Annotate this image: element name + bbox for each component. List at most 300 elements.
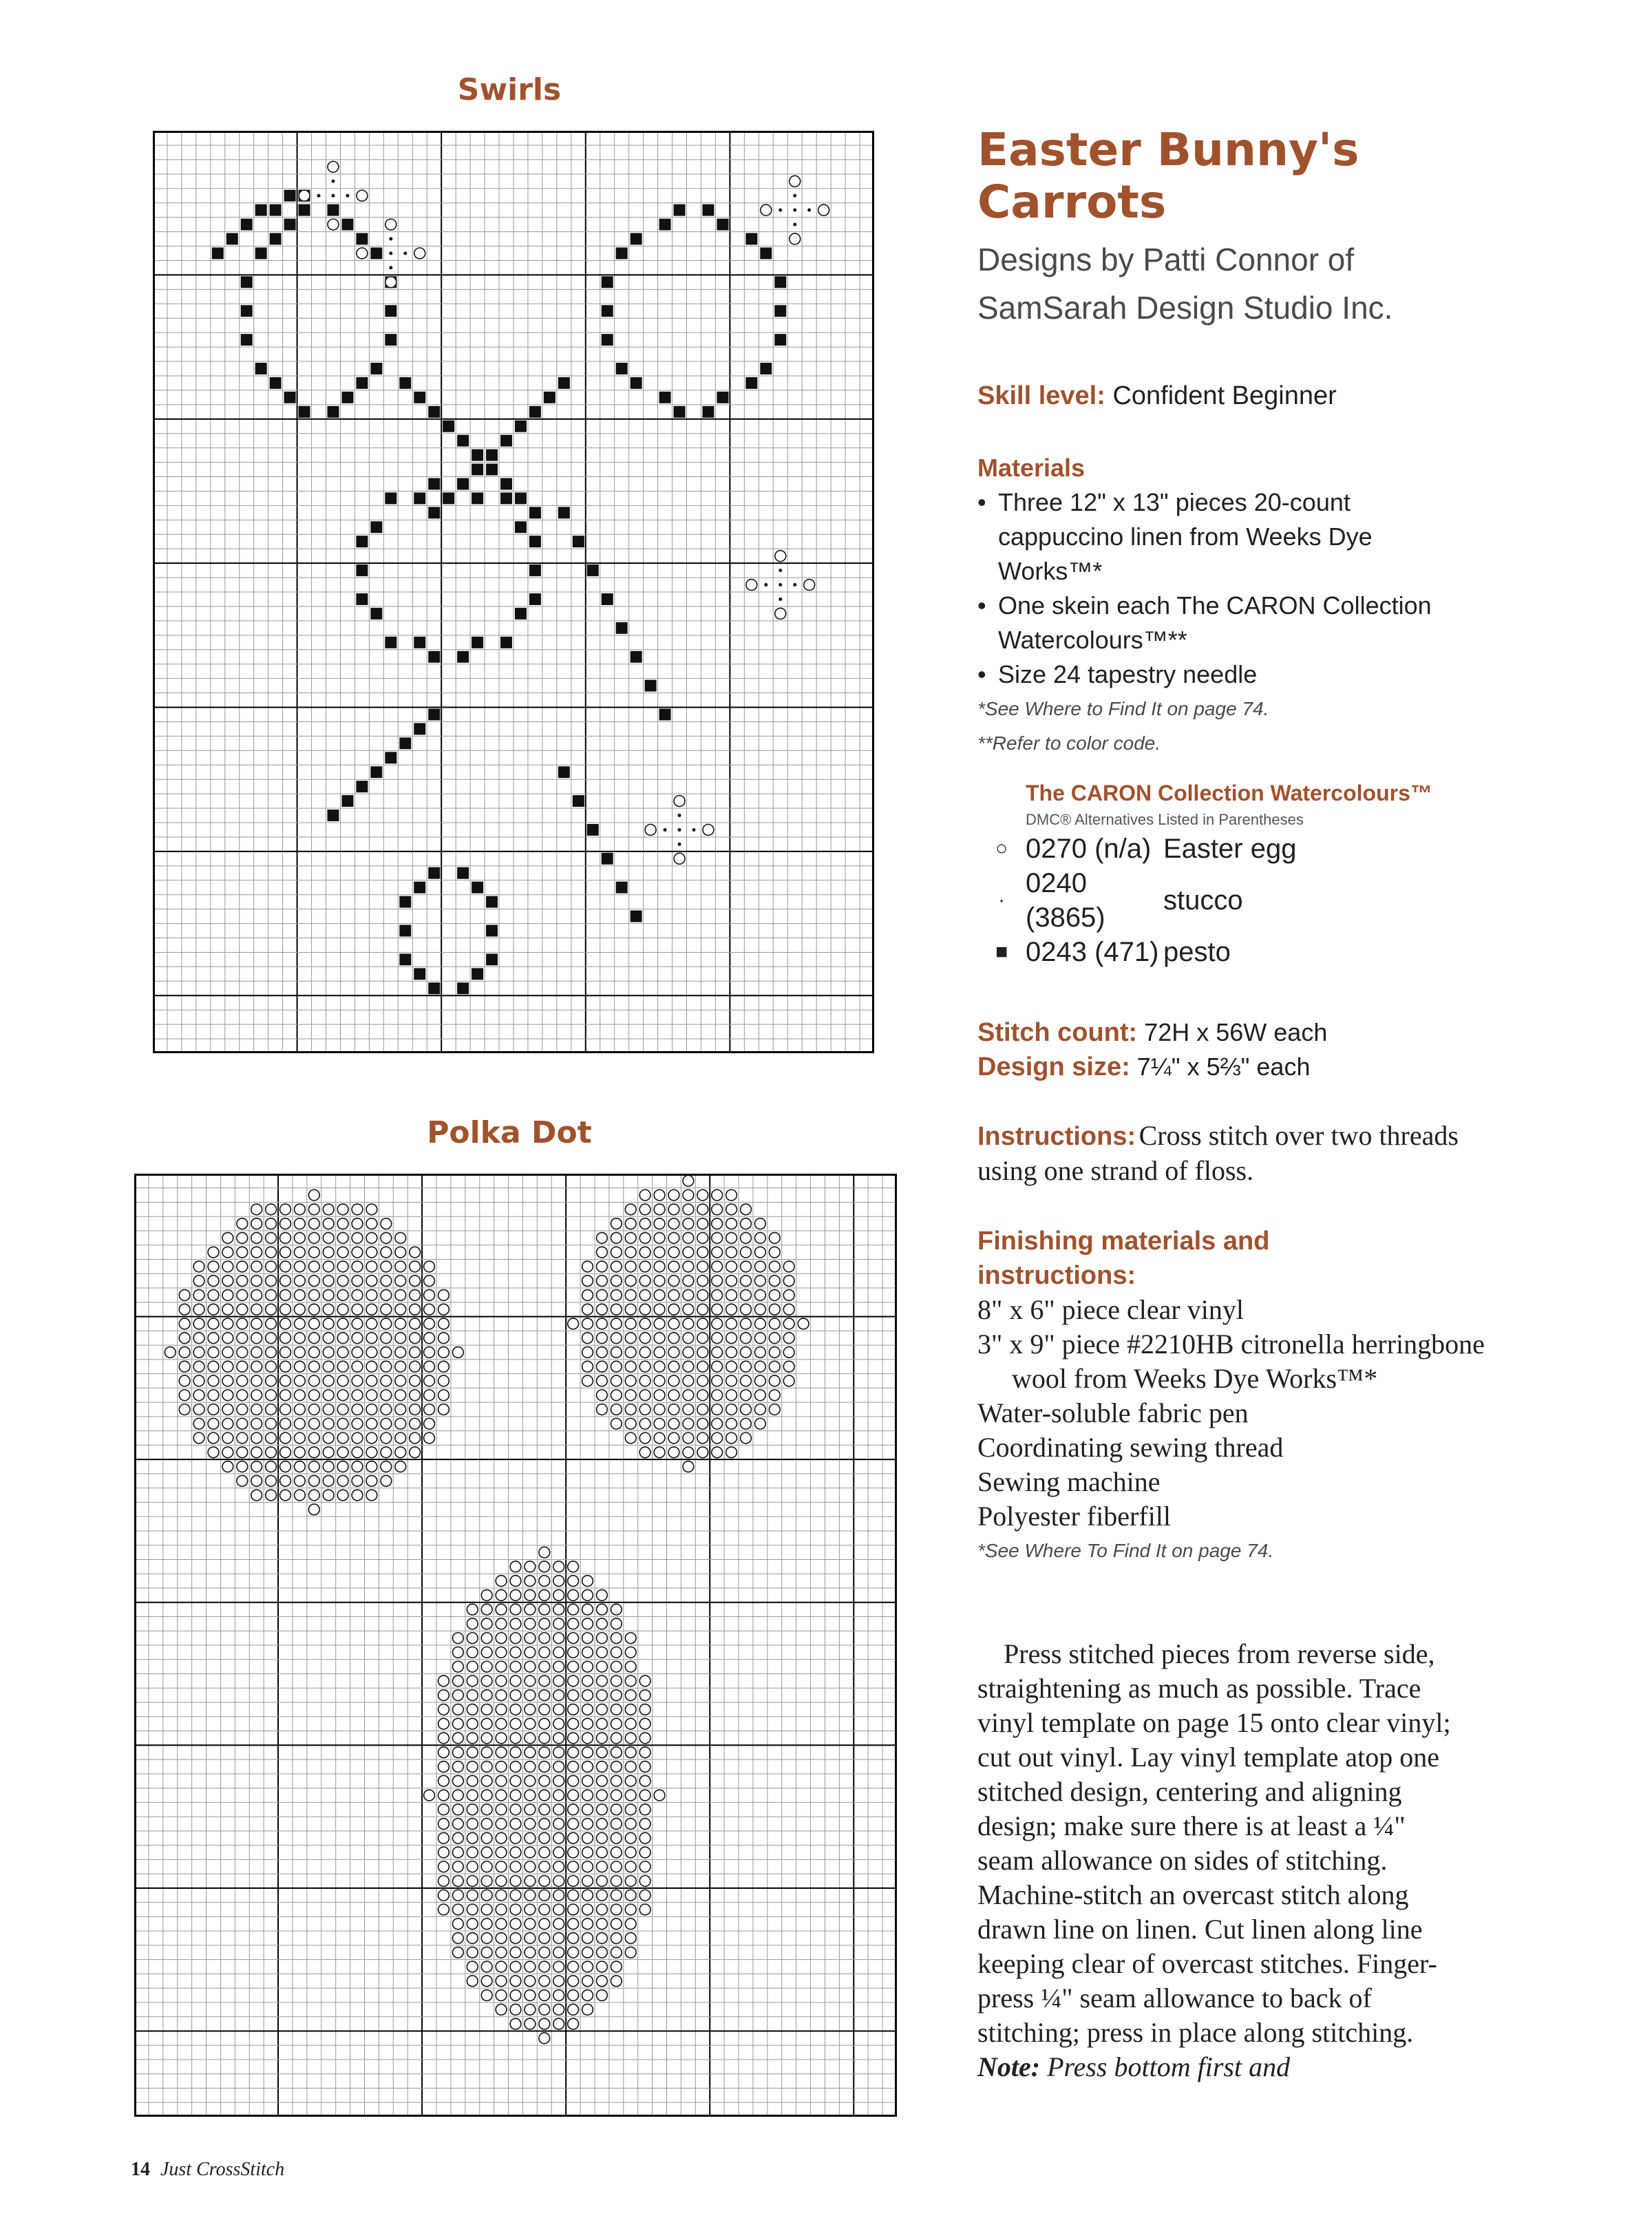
easter-egg-stitch bbox=[467, 1675, 478, 1687]
easter-egg-stitch bbox=[683, 1418, 694, 1429]
easter-egg-stitch bbox=[597, 1990, 608, 2001]
easter-egg-stitch bbox=[568, 1633, 579, 1644]
easter-egg-stitch bbox=[611, 1661, 622, 1672]
easter-egg-stitch bbox=[438, 1876, 449, 1887]
easter-egg-stitch bbox=[697, 1347, 708, 1358]
easter-egg-stitch bbox=[697, 1361, 708, 1372]
easter-egg-stitch bbox=[222, 1418, 233, 1429]
easter-egg-stitch bbox=[741, 1418, 752, 1429]
easter-egg-stitch bbox=[452, 1790, 463, 1801]
easter-egg-stitch bbox=[683, 1176, 694, 1187]
easter-egg-stitch bbox=[410, 1375, 421, 1386]
easter-egg-stitch bbox=[525, 1675, 536, 1687]
easter-egg-stitch bbox=[553, 1832, 564, 1843]
easter-egg-stitch bbox=[496, 1589, 507, 1600]
pesto-stitch bbox=[500, 435, 512, 447]
easter-egg-stitch bbox=[668, 1361, 679, 1372]
easter-egg-stitch bbox=[683, 1261, 694, 1272]
easter-egg-stitch bbox=[193, 1276, 204, 1287]
stucco-stitch bbox=[389, 237, 392, 241]
easter-egg-stitch bbox=[496, 1733, 507, 1744]
easter-egg-stitch bbox=[539, 2018, 550, 2029]
easter-egg-stitch bbox=[712, 1276, 723, 1287]
easter-egg-stitch bbox=[597, 1876, 608, 1887]
easter-egg-stitch bbox=[625, 1290, 636, 1301]
materials-list bbox=[977, 485, 1501, 692]
easter-egg-stitch bbox=[481, 1718, 492, 1729]
easter-egg-stitch bbox=[352, 1390, 363, 1401]
easter-egg-stitch bbox=[308, 1347, 319, 1358]
easter-egg-stitch bbox=[755, 1375, 766, 1386]
pesto-stitch bbox=[515, 608, 527, 620]
easter-egg-stitch bbox=[525, 1633, 536, 1644]
easter-egg-stitch bbox=[783, 1333, 794, 1344]
easter-egg-stitch bbox=[496, 1861, 507, 1872]
pesto-stitch bbox=[472, 637, 483, 648]
pesto-stitch bbox=[529, 406, 541, 418]
easter-egg-stitch bbox=[611, 1876, 622, 1887]
easter-egg-stitch bbox=[266, 1333, 277, 1344]
easter-egg-stitch bbox=[308, 1218, 319, 1229]
easter-egg-stitch bbox=[337, 1290, 348, 1301]
easter-egg-stitch bbox=[337, 1276, 348, 1287]
easter-egg-stitch bbox=[352, 1304, 363, 1315]
easter-egg-stitch bbox=[539, 1633, 550, 1644]
easter-egg-stitch bbox=[611, 1361, 622, 1372]
easter-egg-stitch bbox=[193, 1304, 204, 1315]
easter-egg-stitch bbox=[366, 1333, 377, 1344]
easter-egg-stitch bbox=[790, 233, 801, 244]
easter-egg-stitch bbox=[510, 1804, 521, 1815]
easter-egg-stitch bbox=[438, 1790, 449, 1801]
easter-egg-stitch bbox=[741, 1433, 752, 1444]
easter-egg-stitch bbox=[625, 1890, 636, 1901]
easter-egg-stitch bbox=[208, 1318, 219, 1329]
easter-egg-stitch bbox=[452, 1718, 463, 1729]
easter-egg-stitch bbox=[222, 1276, 233, 1287]
easter-egg-stitch bbox=[611, 1847, 622, 1858]
easter-egg-stitch bbox=[783, 1375, 794, 1386]
easter-egg-stitch bbox=[414, 248, 425, 259]
stucco-stitch bbox=[346, 194, 349, 198]
easter-egg-stitch bbox=[625, 1718, 636, 1729]
easter-egg-stitch bbox=[438, 1347, 449, 1358]
easter-egg-stitch bbox=[510, 1661, 521, 1672]
easter-egg-stitch bbox=[237, 1475, 248, 1486]
easter-egg-stitch bbox=[697, 1318, 708, 1329]
easter-egg-stitch bbox=[266, 1461, 277, 1472]
easter-egg-stitch bbox=[553, 1633, 564, 1644]
materials-note-2: **Refer to color code. bbox=[977, 732, 1161, 754]
easter-egg-stitch bbox=[395, 1333, 406, 1344]
easter-egg-stitch bbox=[625, 1904, 636, 1915]
easter-egg-stitch bbox=[568, 1318, 579, 1329]
easter-egg-stitch bbox=[481, 1947, 492, 1958]
pesto-stitch bbox=[328, 810, 339, 821]
easter-egg-stitch bbox=[726, 1190, 737, 1201]
easter-egg-stitch bbox=[625, 1633, 636, 1644]
easter-egg-stitch bbox=[381, 1276, 392, 1287]
easter-egg-stitch bbox=[712, 1247, 723, 1258]
easter-egg-stitch bbox=[683, 1276, 694, 1287]
easter-egg-stitch bbox=[568, 1762, 579, 1773]
easter-egg-stitch bbox=[582, 1762, 593, 1773]
easter-egg-stitch bbox=[308, 1475, 319, 1486]
easter-egg-stitch bbox=[741, 1404, 752, 1415]
easter-egg-stitch bbox=[712, 1190, 723, 1201]
easter-egg-stitch bbox=[395, 1247, 406, 1258]
easter-egg-stitch bbox=[611, 1775, 622, 1786]
pesto-stitch bbox=[659, 392, 671, 403]
easter-egg-stitch bbox=[639, 1890, 650, 1901]
pesto-stitch bbox=[212, 248, 224, 260]
easter-egg-stitch bbox=[597, 1290, 608, 1301]
easter-egg-stitch bbox=[726, 1390, 737, 1401]
stucco-stitch bbox=[332, 194, 335, 198]
color-key-row bbox=[977, 935, 1501, 969]
easter-egg-stitch bbox=[597, 1718, 608, 1729]
easter-egg-stitch bbox=[769, 1233, 780, 1244]
pesto-stitch bbox=[602, 276, 613, 288]
easter-egg-stitch bbox=[582, 1819, 593, 1830]
easter-egg-stitch bbox=[568, 1589, 579, 1600]
easter-egg-stitch bbox=[337, 1247, 348, 1258]
easter-egg-stitch bbox=[410, 1433, 421, 1444]
easter-egg-stitch bbox=[251, 1333, 262, 1344]
pesto-stitch bbox=[631, 911, 642, 922]
easter-egg-stitch bbox=[539, 1675, 550, 1687]
easter-egg-stitch bbox=[295, 1418, 306, 1429]
easter-egg-stitch bbox=[424, 1261, 435, 1272]
easter-egg-stitch bbox=[381, 1318, 392, 1329]
easter-egg-stitch bbox=[510, 1918, 521, 1930]
easter-egg-stitch bbox=[553, 1890, 564, 1901]
easter-egg-stitch bbox=[496, 2004, 507, 2015]
easter-egg-stitch bbox=[697, 1304, 708, 1315]
pesto-stitch bbox=[631, 651, 642, 663]
pesto-stitch bbox=[370, 521, 382, 533]
easter-egg-stitch bbox=[625, 1847, 636, 1858]
easter-egg-stitch bbox=[539, 1747, 550, 1758]
easter-egg-stitch bbox=[597, 1790, 608, 1801]
easter-egg-stitch bbox=[266, 1475, 277, 1486]
easter-egg-stitch bbox=[352, 1261, 363, 1272]
easter-egg-stitch bbox=[639, 1318, 650, 1329]
easter-egg-stitch bbox=[452, 1819, 463, 1830]
easter-egg-stitch bbox=[280, 1447, 291, 1458]
easter-egg-stitch bbox=[438, 1361, 449, 1372]
easter-egg-stitch bbox=[775, 608, 786, 619]
easter-egg-stitch bbox=[357, 190, 368, 201]
easter-egg-stitch bbox=[366, 1418, 377, 1429]
easter-egg-stitch bbox=[352, 1247, 363, 1258]
easter-egg-stitch bbox=[712, 1361, 723, 1372]
easter-egg-stitch bbox=[452, 1690, 463, 1701]
easter-egg-stitch bbox=[639, 1690, 650, 1701]
easter-egg-stitch bbox=[208, 1290, 219, 1301]
easter-egg-stitch bbox=[424, 1418, 435, 1429]
easter-egg-stitch bbox=[308, 1404, 319, 1415]
easter-egg-stitch bbox=[611, 1804, 622, 1815]
pesto-stitch bbox=[255, 204, 267, 216]
easter-egg-stitch bbox=[639, 1861, 650, 1872]
easter-egg-stitch bbox=[597, 1747, 608, 1758]
easter-egg-stitch bbox=[539, 1918, 550, 1930]
easter-egg-stitch bbox=[438, 1304, 449, 1315]
pesto-stitch bbox=[616, 363, 628, 374]
easter-egg-stitch bbox=[352, 1361, 363, 1372]
easter-egg-stitch bbox=[783, 1347, 794, 1358]
easter-egg-stitch bbox=[481, 1847, 492, 1858]
easter-egg-stitch bbox=[410, 1347, 421, 1358]
easter-egg-stitch bbox=[639, 1347, 650, 1358]
easter-egg-stitch bbox=[352, 1276, 363, 1287]
easter-egg-stitch bbox=[280, 1433, 291, 1444]
easter-egg-stitch bbox=[222, 1347, 233, 1358]
easter-egg-stitch bbox=[597, 1675, 608, 1687]
easter-egg-stitch bbox=[385, 277, 396, 288]
easter-egg-stitch bbox=[611, 1647, 622, 1658]
easter-egg-stitch bbox=[712, 1375, 723, 1386]
easter-egg-stitch bbox=[582, 1775, 593, 1786]
easter-egg-stitch bbox=[496, 1618, 507, 1629]
easter-egg-stitch bbox=[280, 1375, 291, 1386]
easter-egg-stitch bbox=[668, 1390, 679, 1401]
easter-egg-stitch bbox=[553, 1904, 564, 1915]
easter-egg-stitch bbox=[251, 1404, 262, 1415]
easter-egg-stitch bbox=[539, 1647, 550, 1658]
pesto-stitch bbox=[341, 392, 353, 403]
easter-egg-stitch bbox=[582, 2004, 593, 2015]
easter-egg-stitch bbox=[597, 1904, 608, 1915]
easter-egg-stitch bbox=[395, 1418, 406, 1429]
easter-egg-stitch bbox=[683, 1247, 694, 1258]
easter-egg-stitch bbox=[452, 1733, 463, 1744]
easter-egg-stitch bbox=[568, 1933, 579, 1944]
easter-egg-stitch bbox=[510, 1961, 521, 1972]
easter-egg-stitch bbox=[381, 1404, 392, 1415]
easter-egg-stitch bbox=[539, 1733, 550, 1744]
easter-egg-stitch bbox=[668, 1247, 679, 1258]
easter-egg-stitch bbox=[726, 1361, 737, 1372]
easter-egg-stitch bbox=[568, 1775, 579, 1786]
easter-egg-stitch bbox=[539, 1890, 550, 1901]
easter-egg-stitch bbox=[539, 1718, 550, 1729]
easter-egg-stitch bbox=[337, 1333, 348, 1344]
easter-egg-stitch bbox=[668, 1290, 679, 1301]
easter-egg-stitch bbox=[179, 1318, 190, 1329]
easter-egg-stitch bbox=[510, 1904, 521, 1915]
easter-egg-stitch bbox=[611, 1618, 622, 1629]
easter-egg-stitch bbox=[625, 1361, 636, 1372]
easter-egg-stitch bbox=[222, 1233, 233, 1244]
easter-egg-stitch bbox=[496, 1976, 507, 1987]
easter-egg-stitch bbox=[553, 1876, 564, 1887]
easter-egg-stitch bbox=[481, 1918, 492, 1930]
easter-egg-stitch bbox=[683, 1190, 694, 1201]
easter-egg-stitch bbox=[481, 1976, 492, 1987]
pesto-stitch bbox=[356, 593, 368, 605]
easter-egg-stitch bbox=[755, 1347, 766, 1358]
easter-egg-stitch bbox=[755, 1218, 766, 1229]
pesto-stitch bbox=[356, 564, 368, 576]
easter-egg-stitch bbox=[366, 1204, 377, 1215]
easter-egg-stitch bbox=[208, 1418, 219, 1429]
easter-egg-stitch bbox=[337, 1390, 348, 1401]
finishing-section bbox=[977, 1224, 1501, 1568]
easter-egg-stitch bbox=[654, 1361, 665, 1372]
easter-egg-stitch bbox=[266, 1247, 277, 1258]
easter-egg-stitch bbox=[611, 1747, 622, 1758]
easter-egg-stitch bbox=[553, 1933, 564, 1944]
easter-egg-stitch bbox=[467, 1633, 478, 1644]
easter-egg-stitch bbox=[295, 1261, 306, 1272]
easter-egg-stitch bbox=[568, 1618, 579, 1629]
easter-egg-stitch bbox=[366, 1218, 377, 1229]
easter-egg-stitch bbox=[395, 1347, 406, 1358]
stucco-stitch bbox=[332, 209, 335, 212]
easter-egg-stitch bbox=[582, 1633, 593, 1644]
pesto-stitch bbox=[529, 507, 541, 518]
easter-egg-stitch bbox=[208, 1433, 219, 1444]
easter-egg-stitch bbox=[712, 1233, 723, 1244]
easter-egg-stitch bbox=[639, 1704, 650, 1715]
easter-egg-stitch bbox=[625, 1233, 636, 1244]
easter-egg-stitch bbox=[222, 1461, 233, 1472]
pesto-stitch bbox=[659, 709, 671, 721]
easter-egg-stitch bbox=[553, 1561, 564, 1572]
easter-egg-stitch bbox=[611, 1333, 622, 1344]
easter-egg-stitch bbox=[193, 1261, 204, 1272]
easter-egg-stitch bbox=[597, 1819, 608, 1830]
easter-egg-stitch bbox=[452, 1804, 463, 1815]
easter-egg-stitch bbox=[582, 1361, 593, 1372]
materials-note-1: *See Where to Find It on page 74. bbox=[977, 698, 1269, 719]
easter-egg-stitch bbox=[323, 1318, 334, 1329]
easter-egg-stitch bbox=[266, 1390, 277, 1401]
pesto-stitch bbox=[414, 392, 425, 403]
easter-egg-stitch bbox=[597, 1861, 608, 1872]
easter-egg-stitch bbox=[582, 1333, 593, 1344]
easter-egg-stitch bbox=[381, 1461, 392, 1472]
easter-egg-stitch bbox=[481, 1618, 492, 1629]
easter-egg-stitch bbox=[539, 1589, 550, 1600]
easter-egg-stitch bbox=[582, 1861, 593, 1872]
easter-egg-stitch bbox=[539, 1976, 550, 1987]
instructions bbox=[977, 1119, 1459, 1188]
easter-egg-stitch bbox=[438, 1404, 449, 1415]
easter-egg-stitch bbox=[438, 1733, 449, 1744]
pesto-stitch bbox=[457, 867, 469, 879]
easter-egg-stitch bbox=[510, 1633, 521, 1644]
easter-egg-stitch bbox=[639, 1290, 650, 1301]
easter-egg-stitch bbox=[611, 1218, 622, 1229]
pesto-stitch bbox=[631, 233, 642, 245]
easter-egg-stitch bbox=[222, 1404, 233, 1415]
pesto-stitch bbox=[602, 853, 613, 865]
pesto-stitch bbox=[428, 406, 440, 418]
easter-egg-stitch bbox=[366, 1475, 377, 1486]
easter-egg-stitch bbox=[639, 1733, 650, 1744]
easter-egg-stitch bbox=[352, 1333, 363, 1344]
body-note-text: Press bottom first and bbox=[1047, 2051, 1291, 2082]
easter-egg-stitch bbox=[639, 1418, 650, 1429]
easter-egg-stitch bbox=[568, 1990, 579, 2001]
easter-egg-stitch bbox=[467, 1804, 478, 1815]
easter-egg-stitch bbox=[525, 1604, 536, 1615]
pesto-stitch bbox=[486, 953, 498, 965]
easter-egg-stitch bbox=[337, 1347, 348, 1358]
easter-egg-stitch bbox=[337, 1404, 348, 1415]
pesto-stitch bbox=[558, 507, 570, 518]
easter-egg-stitch bbox=[467, 1819, 478, 1830]
easter-egg-stitch bbox=[683, 1361, 694, 1372]
pesto-stitch bbox=[241, 334, 253, 346]
easter-egg-stitch bbox=[179, 1361, 190, 1372]
easter-egg-stitch bbox=[525, 1733, 536, 1744]
easter-egg-stitch bbox=[525, 1990, 536, 2001]
easter-egg-stitch bbox=[496, 1604, 507, 1615]
easter-egg-stitch bbox=[553, 1976, 564, 1987]
easter-egg-stitch bbox=[193, 1347, 204, 1358]
easter-egg-stitch bbox=[611, 1404, 622, 1415]
easter-egg-stitch bbox=[625, 1418, 636, 1429]
easter-egg-stitch bbox=[295, 1461, 306, 1472]
easter-egg-stitch bbox=[741, 1261, 752, 1272]
easter-egg-stitch bbox=[611, 1947, 622, 1958]
easter-egg-stitch bbox=[525, 2018, 536, 2029]
easter-egg-stitch bbox=[366, 1375, 377, 1386]
easter-egg-stitch bbox=[424, 1333, 435, 1344]
easter-egg-stitch bbox=[496, 1961, 507, 1972]
easter-egg-stitch bbox=[424, 1304, 435, 1315]
easter-egg-stitch bbox=[366, 1233, 377, 1244]
stucco-stitch bbox=[793, 583, 796, 586]
easter-egg-stitch bbox=[568, 1804, 579, 1815]
pesto-stitch bbox=[356, 233, 368, 245]
easter-egg-stitch bbox=[510, 1733, 521, 1744]
easter-egg-stitch bbox=[668, 1204, 679, 1215]
easter-egg-stitch bbox=[410, 1304, 421, 1315]
easter-egg-stitch bbox=[625, 1347, 636, 1358]
easter-egg-stitch bbox=[352, 1347, 363, 1358]
easter-egg-stitch bbox=[597, 1704, 608, 1715]
easter-egg-stitch bbox=[597, 1333, 608, 1344]
easter-egg-stitch bbox=[639, 1804, 650, 1815]
easter-egg-stitch bbox=[697, 1261, 708, 1272]
easter-egg-stitch bbox=[611, 1918, 622, 1930]
easter-egg-stitch bbox=[193, 1404, 204, 1415]
easter-egg-stitch bbox=[496, 1576, 507, 1587]
easter-egg-stitch bbox=[611, 1318, 622, 1329]
easter-egg-stitch bbox=[452, 1847, 463, 1858]
easter-egg-stitch bbox=[539, 1933, 550, 1944]
easter-egg-stitch bbox=[295, 1233, 306, 1244]
easter-egg-stitch bbox=[568, 1747, 579, 1758]
easter-egg-stitch bbox=[323, 1418, 334, 1429]
easter-egg-stitch bbox=[625, 1832, 636, 1843]
easter-egg-stitch bbox=[582, 1832, 593, 1843]
easter-egg-stitch bbox=[452, 1775, 463, 1786]
easter-egg-stitch bbox=[481, 1733, 492, 1744]
easter-egg-stitch bbox=[237, 1290, 248, 1301]
easter-egg-stitch bbox=[452, 1918, 463, 1930]
pesto-stitch bbox=[284, 190, 296, 202]
easter-egg-stitch bbox=[568, 2018, 579, 2029]
easter-egg-stitch bbox=[597, 1961, 608, 1972]
easter-egg-stitch bbox=[611, 1290, 622, 1301]
easter-egg-stitch bbox=[510, 1832, 521, 1843]
